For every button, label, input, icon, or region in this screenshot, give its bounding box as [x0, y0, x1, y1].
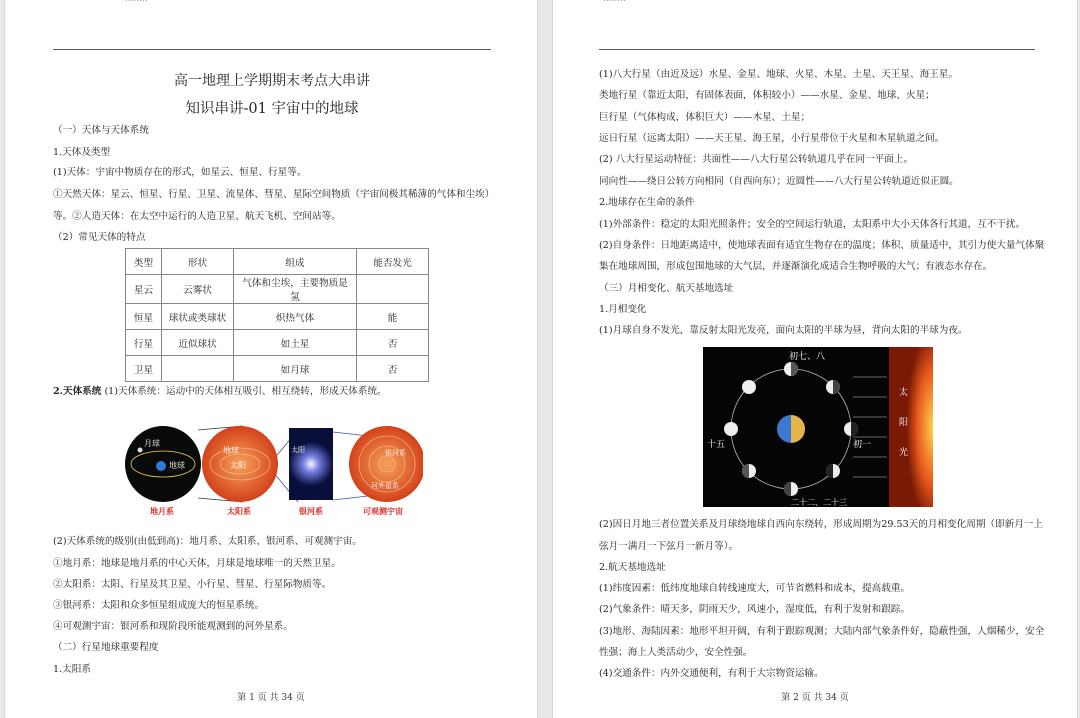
sun-label: 太阳 [291, 446, 305, 454]
table-row [126, 330, 429, 356]
text-line: （2）常见天体的特点 [53, 232, 146, 243]
table-cell: 否 [357, 330, 429, 356]
new-moon-label: 初一 [853, 440, 872, 450]
document-page-1 [4, 0, 538, 718]
sun-label-char: 太 [899, 388, 909, 398]
bold-heading: 2.天体系统 [53, 386, 102, 397]
text-line: 2.地球存在生命的条件 [599, 197, 695, 208]
systems-illustration [123, 422, 423, 506]
text-line: ④可观测宇宙：银河系和现阶段所能观测到的河外星系。 [53, 621, 293, 632]
last-quarter-label: 二十二、二十三 [791, 498, 847, 507]
caption-galaxy: 银河系 [299, 507, 323, 516]
text-line: ③银河系：太阳和众多恒星组成庞大的恒星系统。 [53, 600, 265, 611]
table-cell: 如月球 [234, 356, 357, 382]
text-line: （一）天体与天体系统 [53, 125, 149, 136]
sun-label-char: 阳 [899, 418, 909, 428]
caption-solar-system: 太阳系 [227, 507, 251, 516]
page-footer: 第 2 页 共 34 页 [781, 693, 849, 703]
universe-disc [349, 426, 423, 502]
section-title: 知识串讲-01 宇宙中的地球 [185, 101, 359, 117]
text-line: (1)纬度因素：低纬度地球自转线速度大，可节省燃料和成本，提高载重。 [599, 583, 910, 594]
table-row [126, 356, 429, 382]
text-line: ②太阳系：太阳、行星及其卫星、小行星、彗星、行星际物质等。 [53, 579, 332, 590]
text-line: 远日行星（远离太阳）——天王星、海王星，小行星带位于火星和木星轨道之间。 [599, 133, 945, 144]
celestial-systems-figure [123, 422, 423, 518]
document-title: 高一地理上学期期末考点大串讲 [174, 73, 370, 89]
galaxy-label: 银河系 [385, 449, 406, 457]
table-cell: 炽热气体 [234, 304, 357, 330]
moon-phase-figure [703, 347, 933, 507]
table-cell: 恒星 [126, 304, 162, 330]
text-line: (2)因日月地三者位置关系及月球绕地球自西向东绕转，形成周期为29.53天的月相变化周期（即新月一上 [599, 519, 1043, 530]
text-line: 类地行星（靠近太阳，有固体表面，体积较小）——水星、金星、地球、火星； [599, 90, 935, 101]
text-line: (2)天体系统的级别(由低到高)：地月系、太阳系、银河系、可观测宇宙。 [53, 536, 362, 547]
table-cell: 卫星 [126, 356, 162, 382]
celestial-bodies-table [125, 248, 429, 382]
table-row [126, 304, 429, 330]
text-line: (4)交通条件：内外交通便利，有利于大宗物资运输。 [599, 668, 824, 679]
table-cell [357, 275, 429, 304]
full-moon-label: 十五 [707, 440, 726, 450]
text-line: 等。②人造天体：在太空中运行的人造卫星、航天飞机、空间站等。 [53, 211, 341, 222]
moon-phase-illustration [703, 347, 933, 507]
document-page-2 [552, 0, 1078, 718]
table-cell: 云雾状 [162, 275, 234, 304]
earth-label: 地球 [169, 461, 185, 470]
header-rule [53, 49, 491, 50]
caption-universe: 可观测宇宙 [363, 507, 403, 516]
text-line: 性强；海上人类活动少，安全性强。 [599, 647, 753, 658]
table-cell [162, 356, 234, 382]
text-line: (1)八大行星（由近及远）水星、金星、地球、火星、木星、土星、天王星、海王星。 [599, 69, 958, 80]
sun-label-char: 光 [899, 448, 909, 458]
table-cell: 球状或类球状 [162, 304, 234, 330]
text-line: （二）行星地球重要程度 [53, 642, 159, 653]
text-line: 同向性——绕日公转方向相同（自西向东）；近圆性——八大行星公转轨道近似正圆。 [599, 176, 959, 187]
extragalaxy-label: 河外星系 [371, 482, 399, 490]
text-line: 弦月一满月一下弦月一新月等）。 [599, 541, 739, 552]
table-row [126, 275, 429, 304]
header-rule [599, 49, 1035, 50]
text-span: (1)天体系统：运动中的天体相互吸引、相互绕转，形成天体系统。 [101, 386, 387, 397]
table-cell: 星云 [126, 275, 162, 304]
text-line [53, 385, 387, 398]
page-footer: 第 1 页 共 34 页 [237, 693, 305, 703]
text-line: （三）月相变化、航天基地选址 [599, 283, 734, 294]
text-line: 2.航天基地选址 [599, 562, 666, 573]
text-line: 1.天体及类型 [53, 147, 111, 158]
sun-label: 太阳 [230, 461, 246, 470]
text-line: ①天然天体：星云、恒星、行星、卫星、流星体、彗星、星际空间物质（宇宙间极其稀薄的气体和尘埃） [53, 189, 495, 200]
text-line: ①地月系：地球是地月系的中心天体，月球是地球唯一的天然卫星。 [53, 558, 341, 569]
header-fragment [125, 0, 148, 4]
text-line: (3)地形、海陆因素：地形平坦开阔，有利于跟踪观测；大陆内部气象条件好，隐蔽性强，人烟稀少，安全 [599, 626, 1045, 637]
text-line: 集在地球周围，形成包围地球的大气层，并逐渐演化成适合生物呼吸的大气；有液态水存在。 [599, 261, 993, 272]
table-header-cell: 形状 [162, 249, 234, 275]
sun-edge [889, 347, 933, 507]
table-header-cell: 组成 [234, 249, 357, 275]
text-line: (1)外部条件：稳定的太阳光照条件；安全的空间运行轨道，太阳系中大小天体各行其道，互不干扰。 [599, 219, 1026, 230]
text-line: 1.月相变化 [599, 304, 647, 315]
text-line: 巨行星（气体构成，体积巨大）——木星、土星； [599, 112, 811, 123]
table-header-cell: 类型 [126, 249, 162, 275]
text-line: 1.太阳系 [53, 664, 91, 675]
table-cell: 能 [357, 304, 429, 330]
table-header-cell: 能否发光 [357, 249, 429, 275]
moon-icon [138, 448, 143, 453]
table-cell: 如土星 [234, 330, 357, 356]
text-line: (1)月球自身不发光，靠反射太阳光发亮，面向太阳的半球为昼，背向太阳的半球为夜。 [599, 325, 968, 336]
table-cell: 否 [357, 356, 429, 382]
table-cell: 行星 [126, 330, 162, 356]
first-quarter-label: 初七、八 [789, 352, 826, 362]
caption-earth-moon: 地月系 [150, 507, 174, 516]
table-cell: 气体和尘埃，主要物质是氢 [234, 275, 357, 304]
header-fragment [603, 0, 626, 4]
moon-label: 月球 [144, 439, 160, 448]
earth-icon [156, 461, 166, 471]
table-cell: 近似球状 [162, 330, 234, 356]
table-header-row [126, 249, 429, 275]
text-line: (2)自身条件：日地距离适中，使地球表面有适宜生物存在的温度；体积、质量适中，其引力使大量气体聚 [599, 240, 1045, 251]
text-line: (1)天体：宇宙中物质存在的形式，如星云、恒星、行星等。 [53, 167, 307, 178]
text-line: (2)气象条件：晴天多，阴雨天少，风速小，湿度低，有利于发射和跟踪。 [599, 604, 910, 615]
text-line: (2) 八大行星运动特征：共面性——八大行星公转轨道几乎在同一平面上。 [599, 154, 914, 165]
earth-label: 地球 [223, 446, 239, 455]
